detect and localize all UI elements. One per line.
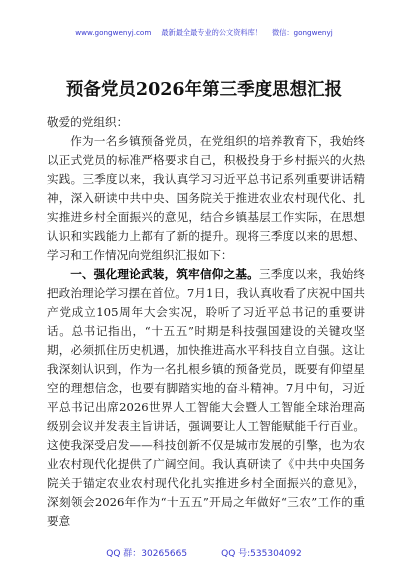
header-slogan: 最新最全最专业的公文资料库！	[161, 28, 262, 37]
footer-qq-number: QQ 号:535304092	[221, 549, 302, 559]
paragraph-section-1	[47, 265, 365, 531]
document-title: 预备党员2026年第三季度思想汇报	[65, 80, 343, 100]
salutation: 敬爱的党组织：	[47, 115, 129, 129]
header-site-link[interactable]: www.gongwenyj.com	[75, 28, 152, 37]
page-footer	[0, 546, 408, 559]
section-1-body: 三季度以来，我始终把政治理论学习摆在首位。7月1日，我认真收看了庆祝中国共产党成立105周年大会实况，聆听了习近平总书记的重要讲话。总书记指出，“十五五”时期是科技强国建设的关键攻坚期，必须抓住历史机遇，加快推进高水平科技自立自强。这让我深刻认识到，作为一名扎根乡镇的预备党员，既要有仰望星空的理想信念，也要有脚踏实地的奋斗精神。7月中旬，习近平总书记出席2026世界人工智能大会暨人工智能全球治理高级别会议并发表主旨讲话，强调要让人工智能赋能千行百业。这使我深受启发——科技创新不仅是城市发展的引擎，也为农业农村现代化提供了广阔空间。我认真研读了《中共中央国务院关于锚定农业农村现代化扎实推进乡村全面振兴的意见》，深刻领会2026年作为“十五五”开局之年做好“三农”工作的重要意	[47, 267, 365, 528]
paragraph-intro: 作为一名乡镇预备党员，在党组织的培养教育下，我始终以正式党员的标准严格要求自己，积极投身于乡村振兴的火热实践。三季度以来，我认真学习习近平总书记系列重要讲话精神，深入研读中共中央、国务院关于推进农业农村现代化、扎实推进乡村全面振兴的意见，结合乡镇基层工作实际，在思想认识和实践能力上都有了新的提升。现将三季度以来的思想、学习和工作情况向党组织汇报如下：	[47, 134, 365, 262]
section-1-heading: 一、强化理论武装，筑牢信仰之基。	[70, 267, 259, 281]
header-wechat: 微信：gongwenyj	[271, 28, 333, 37]
footer-qq-group: QQ 群：30265665	[106, 549, 188, 559]
document-body	[47, 113, 365, 531]
page-header	[0, 28, 408, 38]
